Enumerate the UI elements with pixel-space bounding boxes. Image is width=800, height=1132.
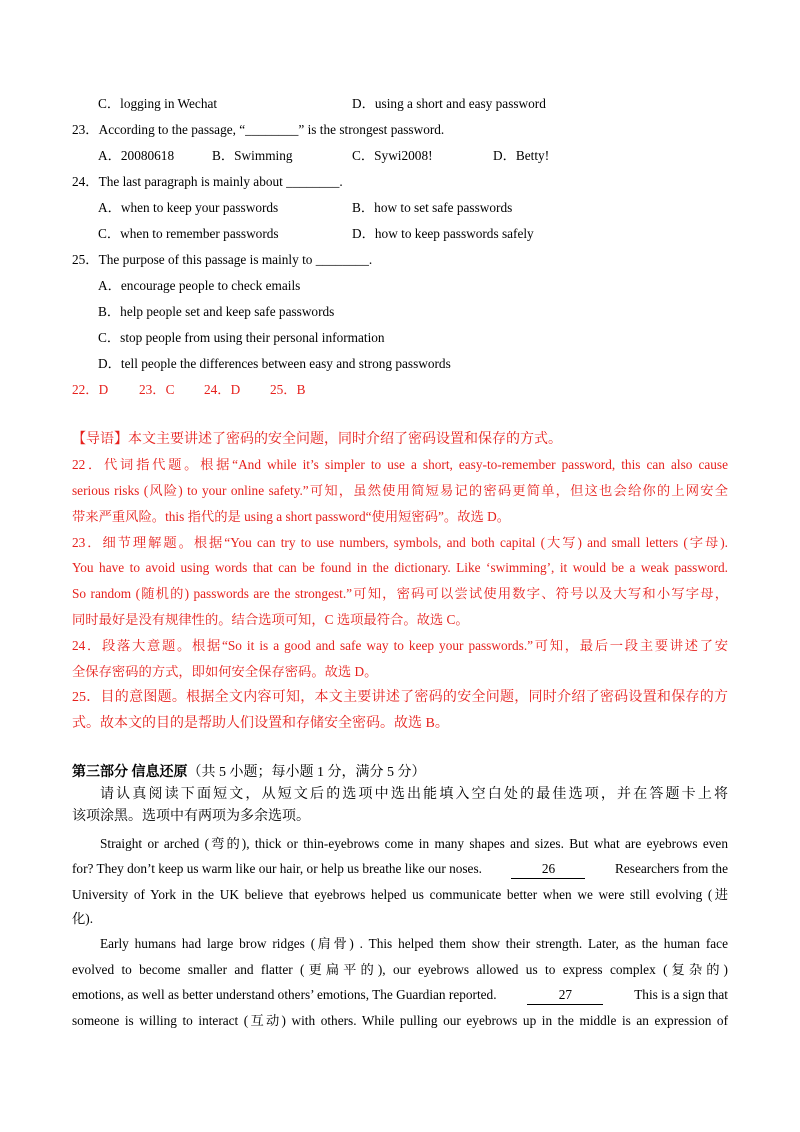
analysis-22-line-3: 带来严重风险。this 指代的是 using a short password“使用短密码”。故选 D。	[72, 509, 511, 524]
blank-26: 26	[511, 860, 585, 879]
q23-option-d: D．Betty!	[493, 148, 550, 163]
analysis-23-line-2: You have to avoid using words that can be found in the dictionary. Like ‘swimming’, it would be a weak password.	[72, 560, 728, 575]
analysis-24-line-2: 全保存密码的方式，即如何安全保存密码。故选 D。	[72, 664, 378, 679]
answer-23: 23．C	[139, 382, 175, 397]
passage-p2-line-3-end: This is a sign that	[634, 987, 728, 1002]
q23-option-a: A．20080618	[98, 148, 175, 163]
passage-p1-line-4: 化).	[72, 911, 94, 926]
q23-stem: 23．According to the passage, “________” is the strongest password.	[72, 122, 445, 137]
part3-instruction-line-1: 请认真阅读下面短文，从短文后的选项中选出能填入空白处的最佳选项，并在答题卡上将	[100, 787, 728, 802]
part3-heading: 第三部分 信息还原	[72, 765, 188, 780]
passage-p2-line-1: Early humans had large brow ridges (肩骨) . This helped them show their strength. Later, as the human face	[100, 936, 728, 951]
part3-heading-line	[72, 764, 426, 782]
blank-27: 27	[527, 986, 603, 1005]
q24-option-d: D．how to keep passwords safely	[352, 226, 534, 241]
q25-option-c: C．stop people from using their personal information	[98, 330, 385, 345]
q22-option-d: D．using a short and easy password	[352, 96, 546, 111]
q24-stem: 24．The last paragraph is mainly about ________.	[72, 174, 343, 189]
part3-scoring-note: （共 5 小题；每小题 1 分，满分 5 分）	[187, 765, 426, 780]
answer-22: 22．D	[72, 382, 109, 397]
analysis-25-line-1: 25．目的意图题。根据全文内容可知，本文主要讲述了密码的安全问题，同时介绍了密码设置和保存的方	[72, 690, 728, 705]
q23-option-c: C．Sywi2008!	[352, 148, 433, 163]
analysis-intro: 【导语】本文主要讲述了密码的安全问题，同时介绍了密码设置和保存的方式。	[72, 432, 562, 447]
answer-24: 24．D	[204, 382, 241, 397]
analysis-24-line-1: 24．段落大意题。根据“So it is a good and safe way to keep your passwords.”可知，最后一段主要讲述了安	[72, 638, 728, 653]
passage-p2-line-2: evolved to become smaller and flatter (更扁平的), our eyebrows allowed us to express complex (复杂的)	[72, 962, 728, 977]
q25-option-a: A．encourage people to check emails	[98, 278, 301, 293]
passage-p1-line-1: Straight or arched (弯的), thick or thin-eyebrows come in many shapes and sizes. But what are eyebrows even	[100, 836, 728, 851]
q25-option-d: D．tell people the differences between easy and strong passwords	[98, 356, 451, 371]
passage-p2-line-3-start: emotions, as well as better understand others’ emotions, The Guardian reported.	[72, 987, 497, 1002]
answer-25: 25．B	[270, 382, 306, 397]
passage-p2-line-3	[72, 986, 728, 1005]
analysis-22-line-2: serious risks (风险) to your online safety.”可知，虽然使用简短易记的密码更简单，但这也会给你的上网安全	[72, 483, 728, 498]
q25-stem: 25．The purpose of this passage is mainly to ________.	[72, 252, 373, 267]
analysis-23-line-1: 23．细节理解题。根据“You can try to use numbers, symbols, and both capital (大写) and small letters (字母).	[72, 535, 728, 550]
analysis-25-line-2: 式。故本文的目的是帮助人们设置和存储安全密码。故选 B。	[72, 716, 449, 731]
q23-option-b: B．Swimming	[212, 148, 293, 163]
passage-p2-line-4: someone is willing to interact (互动) with others. While pulling our eyebrows up in the middle is an expression of	[72, 1013, 728, 1028]
q22-option-c: C．logging in Wechat	[98, 96, 218, 111]
passage-p1-line-3: University of York in the UK believe that eyebrows helped us communicate better when we were still evolving (进	[72, 887, 728, 902]
q24-option-c: C．when to remember passwords	[98, 226, 279, 241]
q24-option-b: B．how to set safe passwords	[352, 200, 513, 215]
passage-p1-line-2	[72, 860, 728, 879]
q24-option-a: A．when to keep your passwords	[98, 200, 279, 215]
passage-p1-line-2-start: for? They don’t keep us warm like our hair, or help us breathe like our noses.	[72, 861, 482, 876]
analysis-23-line-3: So random (随机的) passwords are the strongest.”可知，密码可以尝试使用数字、符号以及大写和小写字母，	[72, 586, 728, 601]
q25-option-b: B．help people set and keep safe passwords	[98, 304, 335, 319]
part3-instruction-line-2: 该项涂黑。选项中有两项为多余选项。	[72, 809, 310, 824]
analysis-22-line-1: 22．代词指代题。根据“And while it’s simpler to use a short, easy-to-remember password, this can also cause	[72, 457, 728, 472]
passage-p1-line-2-end: Researchers from the	[615, 861, 728, 876]
analysis-23-line-4: 同时最好是没有规律性的。结合选项可知，C 选项最符合。故选 C。	[72, 612, 469, 627]
